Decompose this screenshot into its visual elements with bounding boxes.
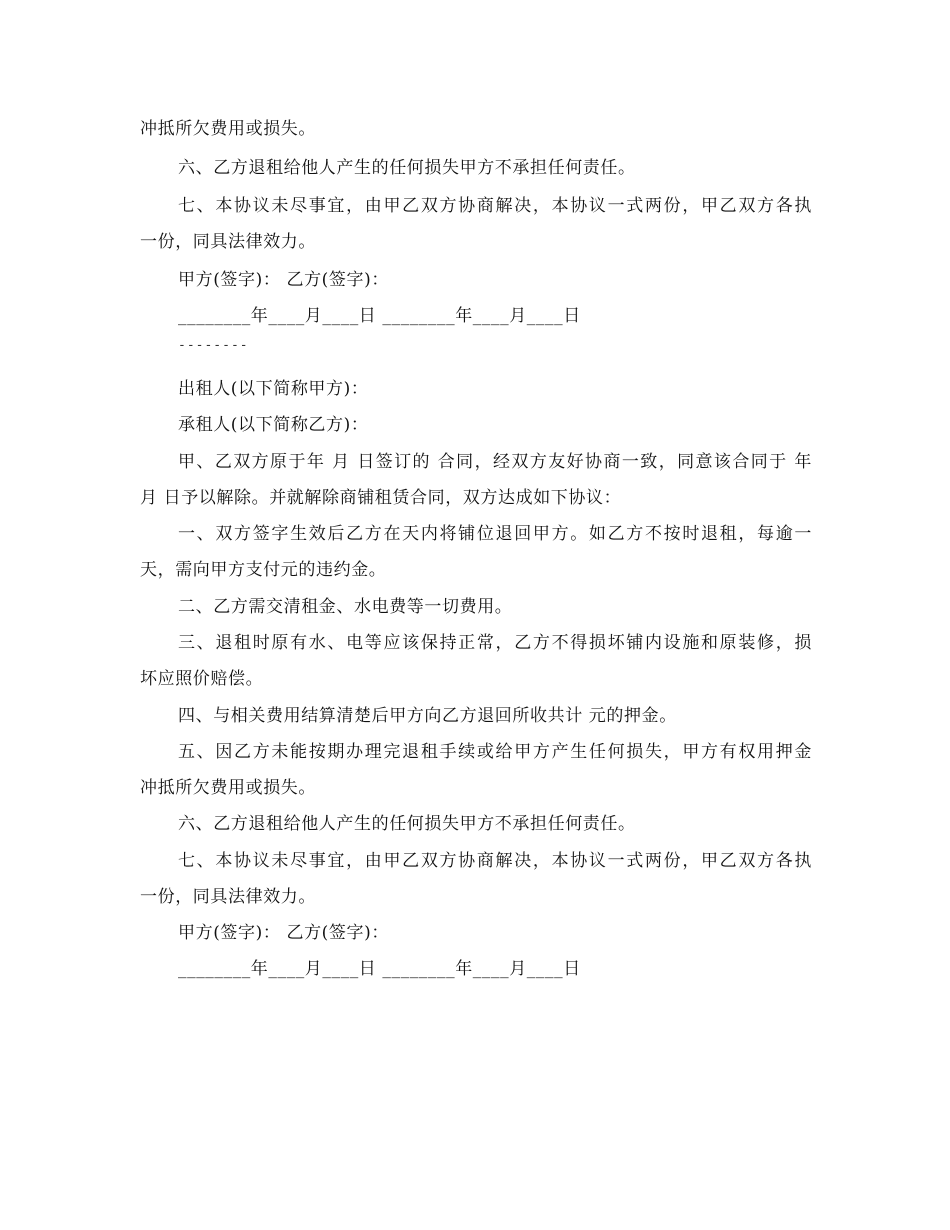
signature-label-line: 甲方(签字)： 乙方(签字)： [178,923,389,943]
text-line: 六、乙方退租给他人产生的任何损失甲方不承担任何责任。 [178,814,636,834]
date-line: ________年____月____日 ________年____月____日 [178,306,581,326]
text-line: 天，需向甲方支付元的违约金。 [140,560,387,580]
text-line: 三、退租时原有水、电等应该保持正常，乙方不得损坏铺内设施和原装修，损 [178,633,812,653]
signature-label-line: 甲方(签字)： 乙方(签字)： [178,270,389,290]
text-line: 月 日予以解除。并就解除商铺租赁合同，双方达成如下协议： [140,488,622,508]
text-line: 冲抵所欠费用或损失。 [140,778,316,798]
text-line: 六、乙方退租给他人产生的任何损失甲方不承担任何责任。 [178,158,636,178]
date-line: ________年____月____日 ________年____月____日 [178,959,581,979]
text-line: 五、因乙方未能按期办理完退租手续或给甲方产生任何损失，甲方有权用押金 [178,742,812,762]
text-line: 承租人(以下简称乙方)： [178,415,369,435]
text-line: 一、双方签字生效后乙方在天内将铺位退回甲方。如乙方不按时退租，每逾一 [178,524,812,544]
separator-dashes: -------- [178,338,249,353]
text-line: 冲抵所欠费用或损失。 [140,119,316,139]
text-line: 出租人(以下简称甲方)： [178,379,369,399]
text-line: 七、本协议未尽事宜，由甲乙双方协商解决，本协议一式两份，甲乙双方各执 [178,851,812,871]
text-line: 一份，同具法律效力。 [140,232,316,252]
text-line: 二、乙方需交清租金、水电费等一切费用。 [178,597,513,617]
text-line: 七、本协议未尽事宜，由甲乙双方协商解决，本协议一式两份，甲乙双方各执 [178,196,812,216]
text-line: 甲、乙双方原于年 月 日签订的 合同，经双方友好协商一致，同意该合同于 年 [178,452,812,472]
text-line: 一份，同具法律效力。 [140,887,316,907]
text-line: 坏应照价赔偿。 [140,669,264,689]
text-line: 四、与相关费用结算清楚后甲方向乙方退回所收共计 元的押金。 [178,706,677,726]
